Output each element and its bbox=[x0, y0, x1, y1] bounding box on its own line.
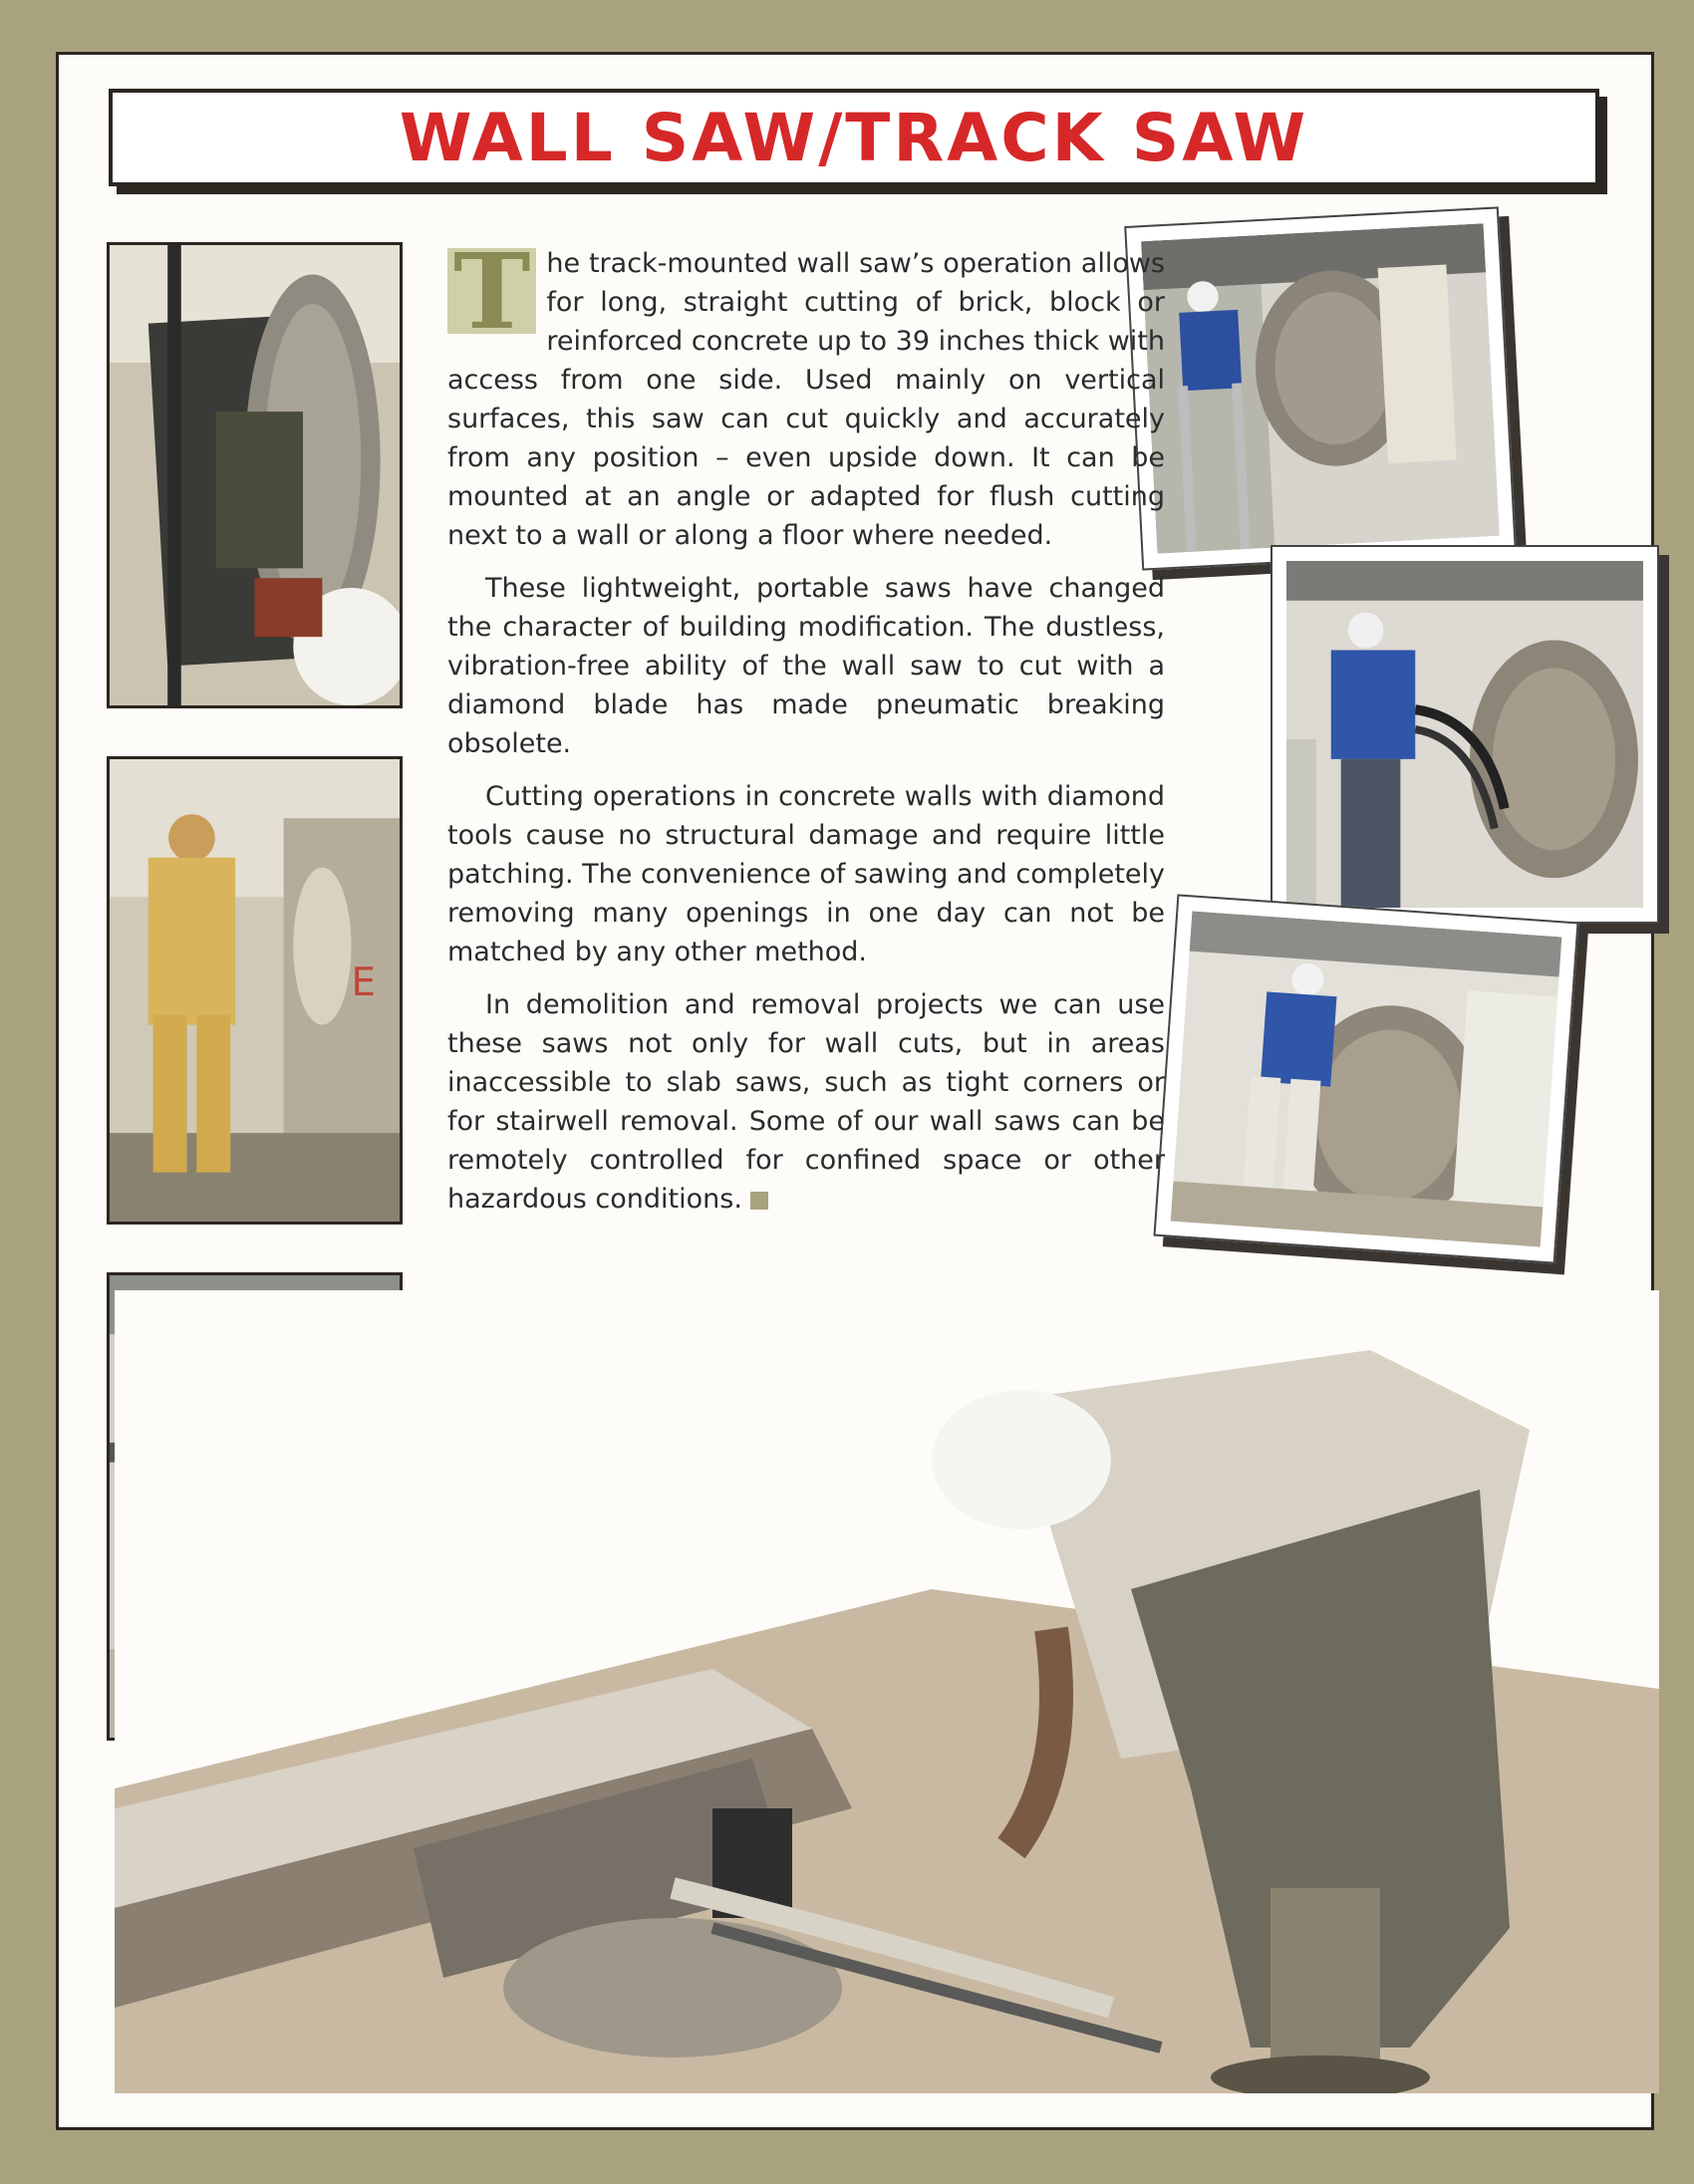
paragraph-2: These lightweight, portable saws have changed the character of building modification. The dustless, vibration-free ability of the wall saw to cut with a diamond blade has made pneumatic breaking obsolete. bbox=[447, 573, 1165, 759]
svg-text:E: E bbox=[351, 959, 377, 1006]
photo-worker-ladder-saw bbox=[1124, 206, 1517, 570]
paragraph-1: T he track-mounted wall saw’s operation allows for long, straight cutting of brick, block or reinforced concrete up to 39 inches thick with access from one side. Used mainly on vertical surfaces, this saw can cut quickly and accurately from any position – even upside down. It can be mounted at an angle or adapted for flush cutting next to a wall or along a floor where needed. bbox=[447, 230, 1165, 551]
end-mark-icon bbox=[750, 1192, 768, 1210]
body-text bbox=[447, 230, 1165, 1232]
page bbox=[56, 52, 1654, 2130]
photo-worker-blade-guard bbox=[1153, 894, 1578, 1263]
paragraph-3: Cutting operations in concrete walls with diamond tools cause no structural damage and require little patching. The convenience of sawing and completely removing many openings in one day can not be matched by any other method. bbox=[447, 781, 1165, 967]
photo-worker-track-saw bbox=[115, 1290, 1659, 2093]
photo-worker-hoses-saw bbox=[1270, 545, 1659, 924]
drop-cap: T bbox=[447, 248, 536, 334]
page-title: WALL SAW/TRACK SAW bbox=[399, 99, 1309, 176]
photo-wall-saw-closeup bbox=[107, 242, 403, 708]
paragraph-4: In demolition and removal projects we can use these saws not only for wall cuts, but in areas inaccessible to slab saws, such as tight corners or for stairwell removal. Some of our wall saws can be remotely controlled for confined space or other hazardous conditions. bbox=[447, 989, 1165, 1215]
photo-worker-yellow-suit bbox=[107, 756, 403, 1225]
title-banner bbox=[109, 89, 1599, 186]
